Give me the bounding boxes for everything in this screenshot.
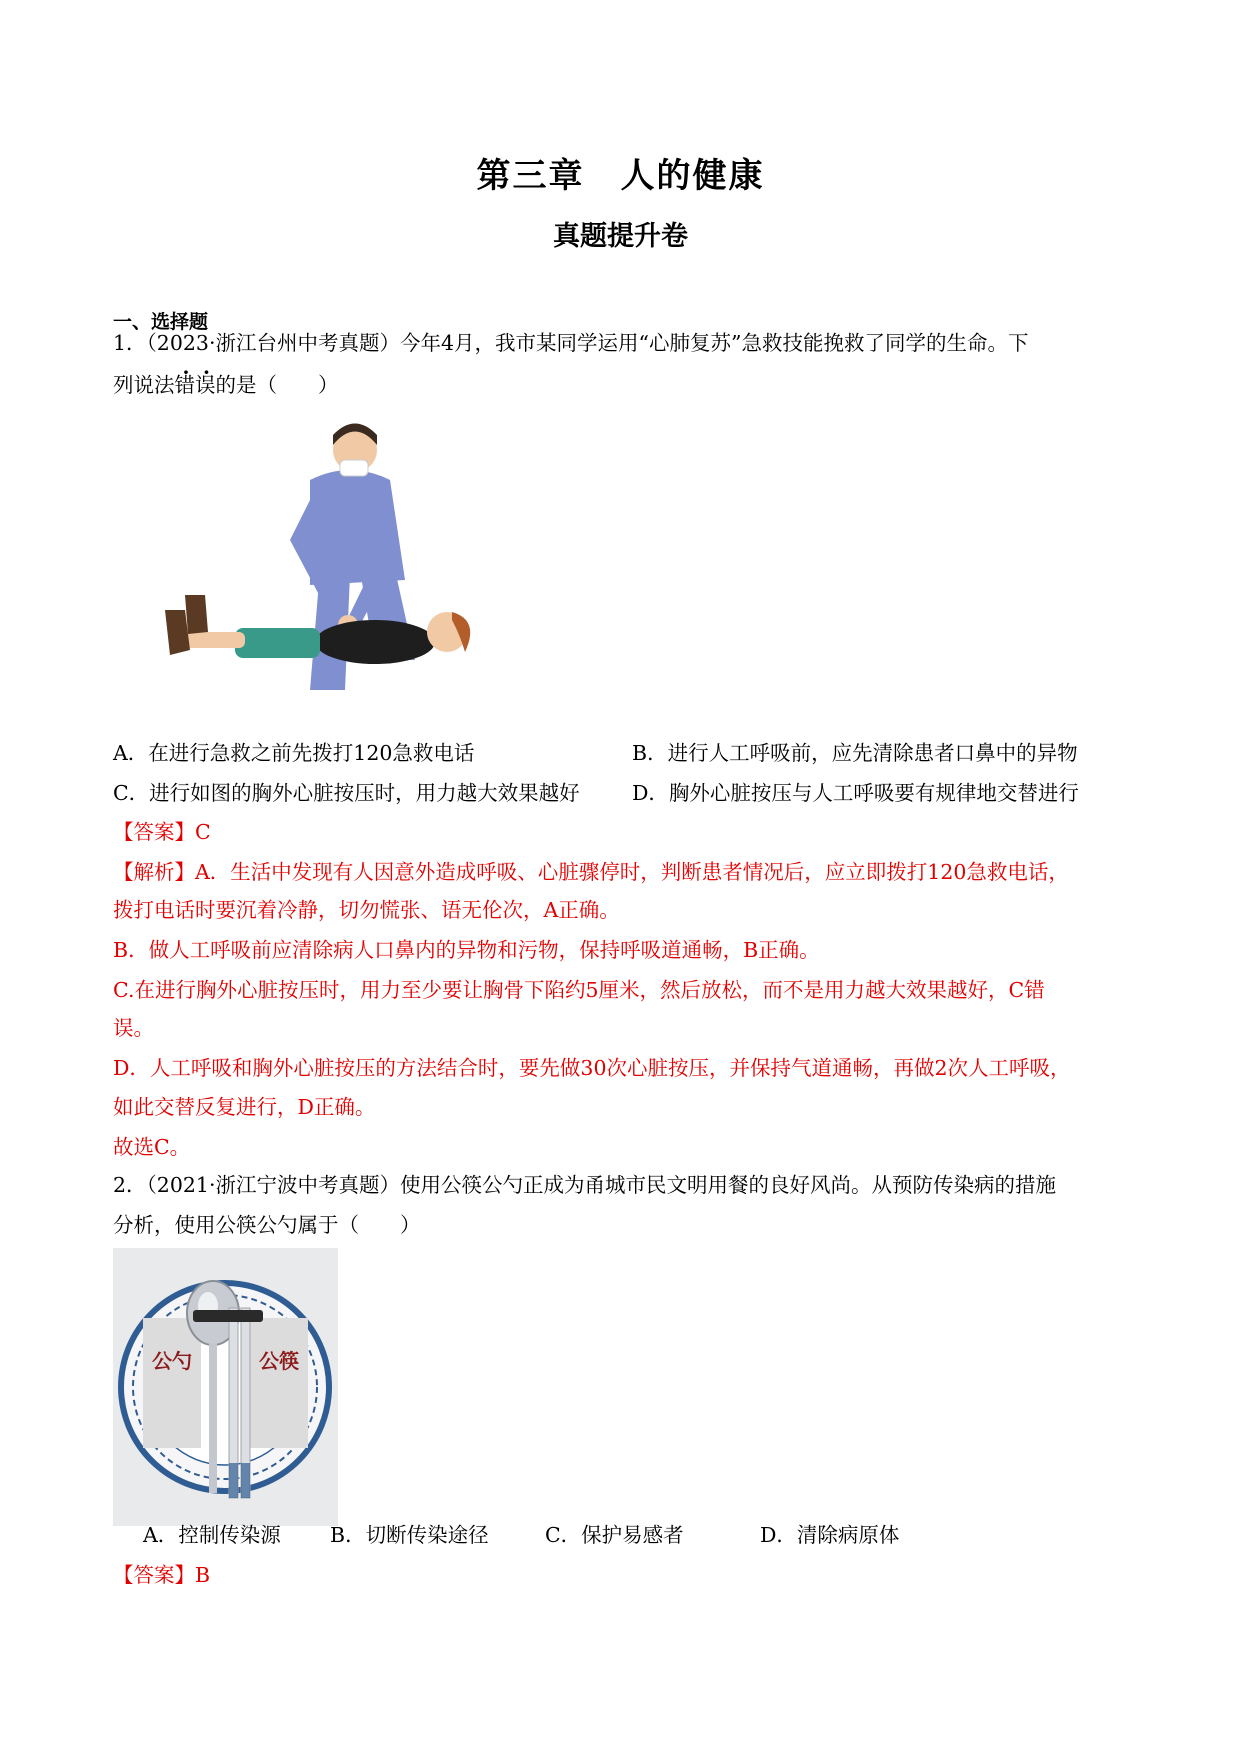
page-title: 第三章 人的健康	[476, 156, 765, 196]
q2-option-a: A．控制传染源	[143, 1523, 281, 1547]
q1-explanation-line7: 如此交替反复进行，D正确。	[113, 1095, 376, 1119]
q2-answer: 【答案】B	[113, 1563, 211, 1587]
q1-option-b: B．进行人工呼吸前，应先清除患者口鼻中的异物	[632, 741, 1078, 765]
q1-explanation-line4: C.在进行胸外心脏按压时，用力至少要让胸骨下陷约5厘米，然后放松，而不是用力越大效果越好，C错	[113, 978, 1045, 1002]
q1-explanation-line6: D．人工呼吸和胸外心脏按压的方法结合时，要先做30次心脏按压，并保持气道通畅，再做2次人工呼吸，	[113, 1056, 1071, 1080]
q1-explanation-line5: 误。	[113, 1016, 154, 1040]
q1-explanation-line1: 【解析】A．生活中发现有人因意外造成呼吸、心脏骤停时，判断患者情况后，应立即拨打120急救电话，	[113, 860, 1069, 884]
q1-explanation-line2: 拨打电话时要沉着冷静，切勿慌张、语无伦次，A正确。	[113, 898, 620, 922]
q1-answer: 【答案】C	[113, 820, 211, 844]
q2-option-b: B．切断传染途径	[330, 1523, 489, 1547]
q1-explanation-line3: B．做人工呼吸前应清除病人口鼻内的异物和污物，保持呼吸道通畅，B正确。	[113, 938, 820, 962]
cpr-illustration	[160, 420, 490, 710]
serving-utensils-image	[113, 1248, 338, 1526]
q2-stem-line2: 分析，使用公筷公勺属于（ ）	[113, 1213, 421, 1237]
q2-option-d: D．清除病原体	[760, 1523, 900, 1547]
q1-stem-line2: 列说法错误的是（ ）	[113, 373, 339, 397]
q2-stem-line1: 2．（2021·浙江宁波中考真题）使用公筷公勺正成为甬城市民文明用餐的良好风尚。从预防传染病的措施	[113, 1173, 1056, 1197]
spoon-label-top: 公勺	[152, 1349, 192, 1373]
q1-option-a: A．在进行急救之前先拨打120急救电话	[113, 741, 475, 765]
q1-option-d: D．胸外心脏按压与人工呼吸要有规律地交替进行	[632, 781, 1079, 805]
chopsticks-label-top: 公筷	[259, 1349, 299, 1373]
q1-option-c: C．进行如图的胸外心脏按压时，用力越大效果越好	[113, 781, 580, 805]
q1-conclusion: 故选C。	[113, 1135, 191, 1159]
q2-option-c: C．保护易感者	[545, 1523, 684, 1547]
q1-stem-line1: 1．（2023·浙江台州中考真题）今年4月，我市某同学运用“心肺复苏”急救技能挽救了同学的生命。下	[113, 331, 1029, 355]
page-subtitle: 真题提升卷	[553, 221, 688, 252]
section-heading: 一、选择题	[113, 311, 209, 333]
